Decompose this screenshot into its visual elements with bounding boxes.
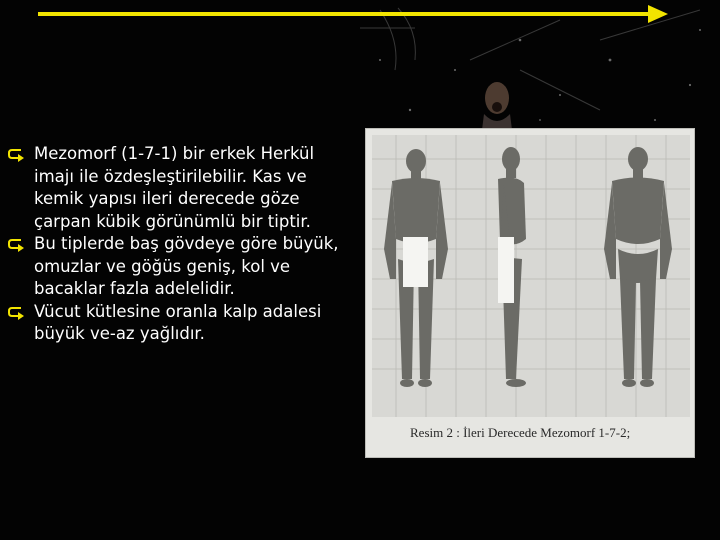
photo-caption: Resim 2 : İleri Derecede Mezomorf 1-7-2; bbox=[410, 425, 631, 440]
arrow-bullet-icon bbox=[8, 306, 24, 320]
bullet-item bbox=[8, 143, 348, 233]
photo-figures bbox=[366, 129, 696, 459]
arrow-bullet-icon bbox=[8, 148, 24, 162]
bullet-text: Bu tiplerde baş gövdeye göre büyük, omuzlar ve göğüs geniş, kol ve bacaklar fazla adelelidir. bbox=[34, 234, 339, 298]
yellow-arrow-icon bbox=[30, 0, 680, 30]
mesomorph-photo bbox=[365, 128, 695, 458]
bullet-text: Vücut kütlesine oranla kalp adalesi büyük ve-az yağlıdır. bbox=[34, 301, 322, 343]
bullet-list bbox=[8, 143, 348, 346]
bullet-item bbox=[8, 301, 348, 346]
arrow-bullet-icon bbox=[8, 238, 24, 252]
bullet-item bbox=[8, 233, 348, 301]
bullet-text: Mezomorf (1-7-1) bir erkek Herkül imajı ile özdeşleştirilebilir. Kas ve kemik yapısı ileri derecede göze çarpan kübik görünümlü bir tiptir. bbox=[34, 144, 315, 231]
